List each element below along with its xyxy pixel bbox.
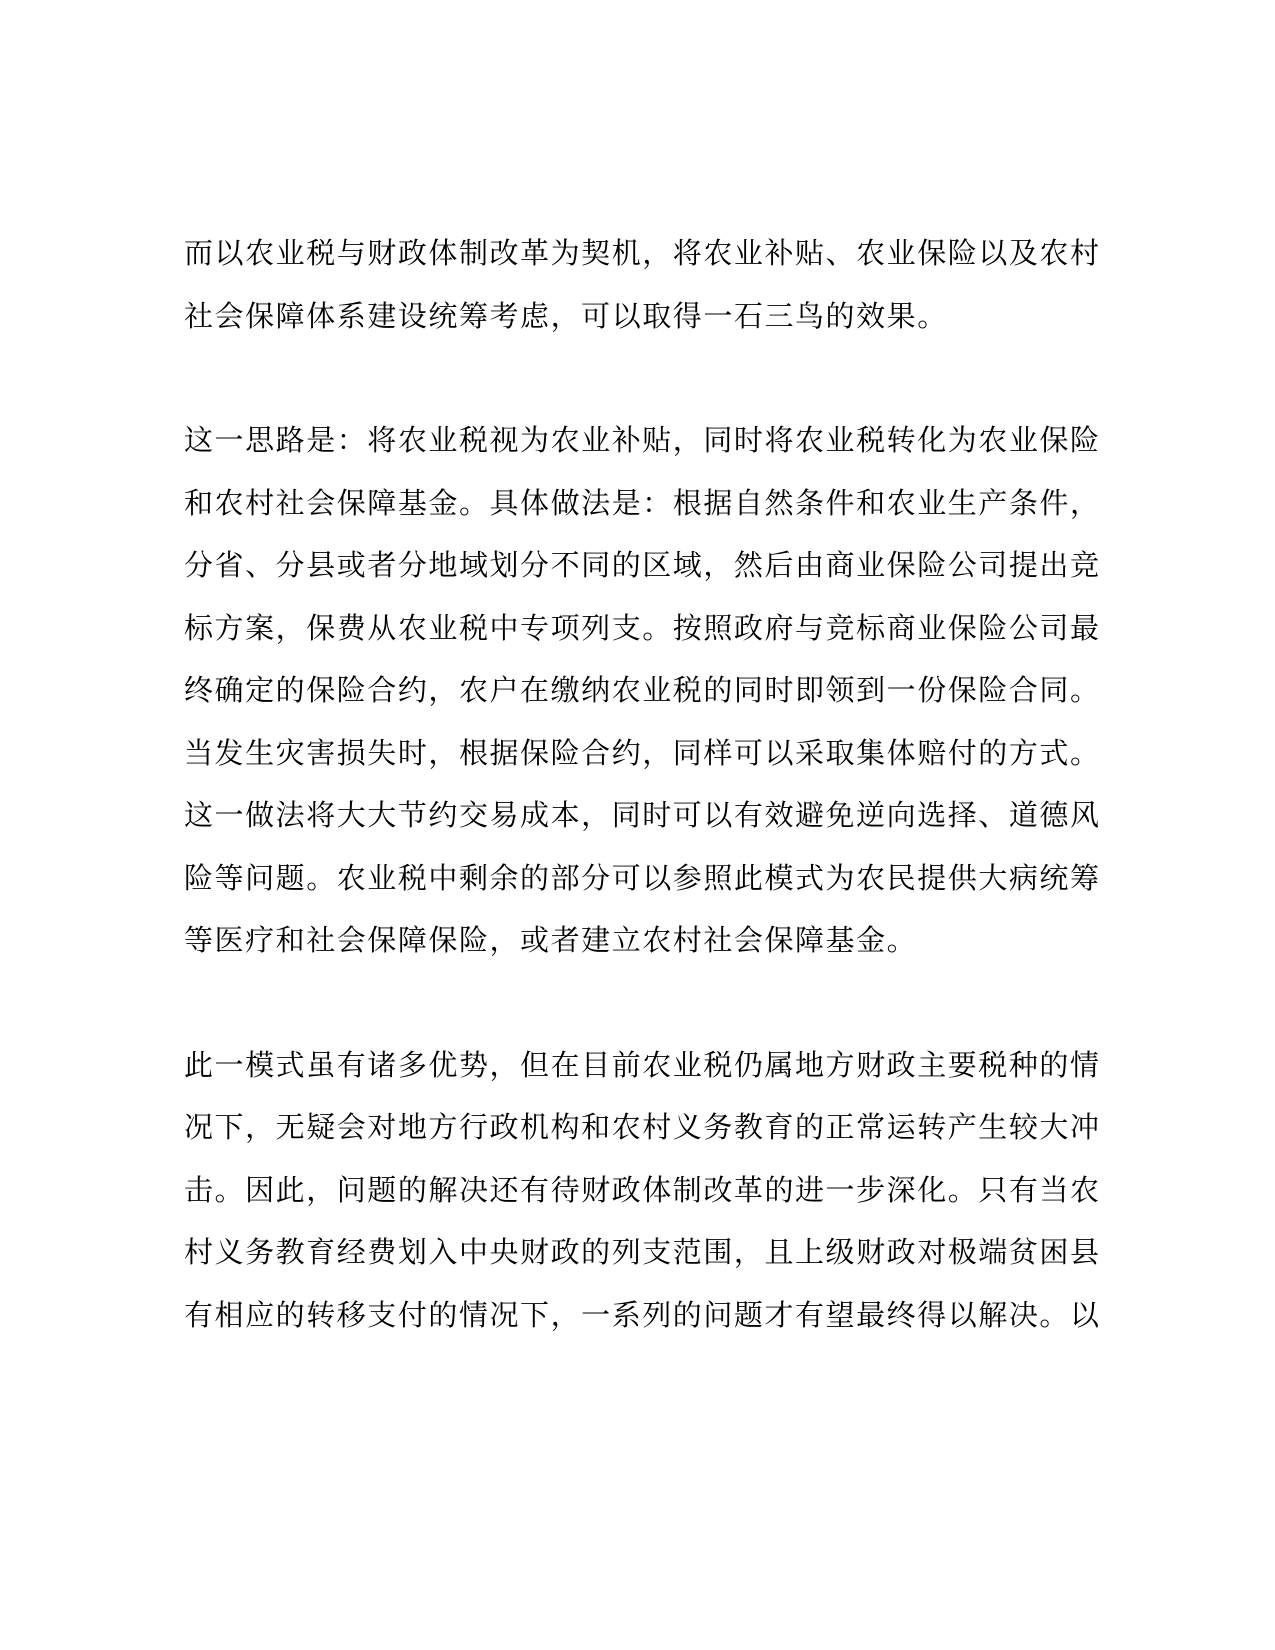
text-line: 标方案，保费从农业税中专项列支。按照政府与竞标商业保险公司最 (184, 610, 1101, 645)
text-line: 终确定的保险合约，农户在缴纳农业税的同时即领到一份保险合同。 (184, 673, 1101, 707)
paragraph-3 (184, 1034, 1101, 1347)
text-line: 而以农业税与财政体制改革为契机，将农业补贴、农业保险以及农村 (184, 236, 1101, 270)
text-line: 有相应的转移支付的情况下，一系列的问题才有望最终得以解决。以 (184, 1297, 1101, 1332)
text-line: 击。因此，问题的解决还有待财政体制改革的进一步深化。只有当农 (184, 1172, 1101, 1207)
text-line: 村义务教育经费划入中央财政的列支范围，且上级财政对极端贫困县 (184, 1235, 1101, 1269)
text-line: 况下，无疑会对地方行政机构和农村义务教育的正常运转产生较大冲 (184, 1110, 1101, 1144)
text-line: 和农村社会保障基金。具体做法是：根据自然条件和农业生产条件， (184, 485, 1101, 520)
text-line: 社会保障体系建设统筹考虑，可以取得一石三鸟的效果。 (184, 298, 948, 333)
text-line: 分省、分县或者分地域划分不同的区域，然后由商业保险公司提出竞 (184, 548, 1101, 582)
text-line: 此一模式虽有诸多优势，但在目前农业税仍属地方财政主要税种的情 (184, 1047, 1101, 1082)
text-line: 险等问题。农业税中剩余的部分可以参照此模式为农民提供大病统筹 (184, 860, 1101, 895)
text-line: 等医疗和社会保障保险，或者建立农村社会保障基金。 (184, 923, 918, 957)
text-line: 这一做法将大大节约交易成本，同时可以有效避免逆向选择、道德风 (184, 798, 1101, 832)
paragraph-1 (184, 222, 1101, 347)
text-line: 这一思路是：将农业税视为农业补贴，同时将农业税转化为农业保险 (184, 423, 1101, 457)
document-body (184, 222, 1101, 1346)
paragraph-2 (184, 409, 1101, 972)
text-line: 当发生灾害损失时，根据保险合约，同样可以采取集体赔付的方式。 (184, 735, 1101, 770)
